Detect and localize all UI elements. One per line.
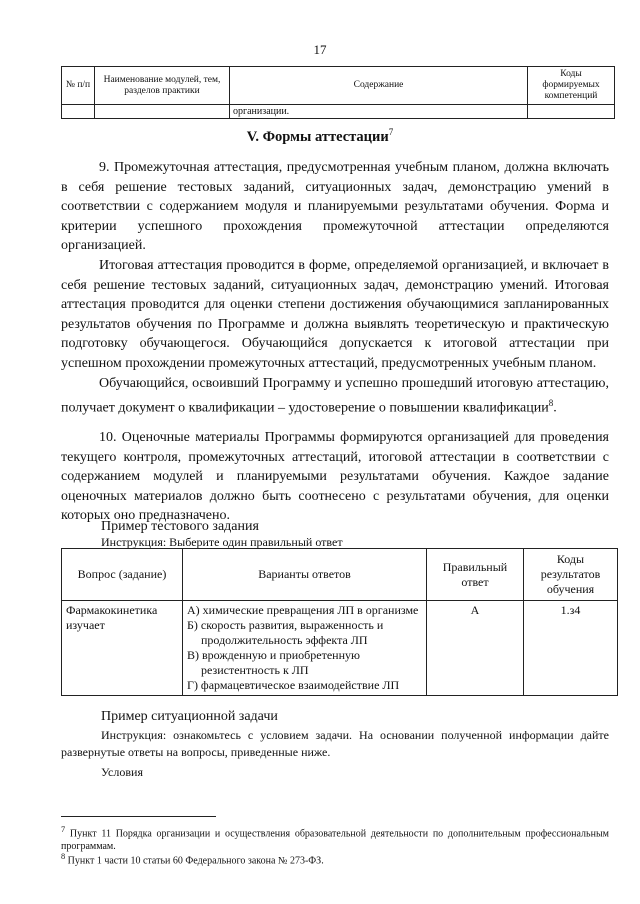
footnote-text: Пункт 11 Порядка организации и осуществления образовательной деятельности по дополнительным профессиональным программам. <box>61 828 609 853</box>
col-header-options: Варианты ответов <box>183 549 427 601</box>
paragraph-9: 9. Промежуточная аттестация, предусмотренная учебным планом, должна включать в себя решение тестовых заданий, ситуационных задач, демонстрацию умений в соответствии с содержанием модуля и планируемыми результатами обучения. Форма и критерии успешного прохождения промежуточной аттестации определяются организацией. <box>61 160 609 254</box>
col-header-content: Содержание <box>230 67 528 105</box>
test-task-table <box>61 548 618 696</box>
table-cell <box>528 105 615 119</box>
options-cell <box>183 601 427 696</box>
table-row <box>62 105 615 119</box>
situational-example-title: Пример ситуационной задачи <box>101 709 278 724</box>
answer-option: А) химические превращения ЛП в организме <box>187 603 419 617</box>
paragraph-graduation-text: Обучающийся, освоивший Программу и успешно прошедший итоговую аттестацию, получает документ о квалификации – удостоверение о повышении квалификации <box>61 376 609 416</box>
col-header-competencies: Коды формируемых компетенций <box>528 67 615 105</box>
modules-table-continuation <box>61 66 615 119</box>
test-example-title: Пример тестового задания <box>101 519 259 534</box>
col-header-number: № п/п <box>62 67 95 105</box>
footnote-7 <box>61 823 609 853</box>
paragraph-10: 10. Оценочные материалы Программы формируются организацией для проведения текущего контроля, промежуточных аттестаций, итоговой аттестации в соответствии с содержанием модулей и планируемыми результатами обучения. Каждое задание оценочных материалов должно быть соотнесено с результатами обучения, для оценки которых оно предназначено. <box>61 430 609 524</box>
answer-option: Б) скорость развития, выраженность и продолжительность эффекта ЛП <box>187 618 384 647</box>
footnote-text: Пункт 1 части 10 статьи 60 Федерального закона № 273-ФЗ. <box>65 855 324 867</box>
col-header-question: Вопрос (задание) <box>62 549 183 601</box>
question-cell: Фармакокинетика изучает <box>62 601 183 696</box>
footnote-ref-8: 8 <box>548 397 554 408</box>
table-cell <box>62 105 95 119</box>
paragraph-graduation-end: . <box>553 400 557 416</box>
footnote-8 <box>61 850 609 867</box>
footnote-mark: 8 <box>61 852 66 861</box>
answer-option: В) врожденную и приобретенную резистентность к ЛП <box>187 648 360 677</box>
situational-conditions-label: Условия <box>101 765 143 779</box>
footnote-ref-7: 7 <box>388 127 394 137</box>
test-example-instruction: Инструкция: Выберите один правильный ответ <box>101 535 343 549</box>
table-header-row <box>62 67 615 105</box>
result-code-cell: 1.з4 <box>524 601 618 696</box>
paragraph-graduation <box>61 374 609 418</box>
test-table-header-row <box>62 549 618 601</box>
footnote-separator <box>61 816 216 817</box>
table-cell: организации. <box>230 105 528 119</box>
correct-answer-cell: А <box>427 601 524 696</box>
table-cell <box>95 105 230 119</box>
paragraph-final-attestation: Итоговая аттестация проводится в форме, определяемой организацией, и включает в себя решение тестовых заданий, ситуационных задач, демонстрацию умений. Итоговая аттестация проводится для оценки степени достижения обучающимися запланированных результатов обучения по Программе и должна выявлять теоретическую и практическую подготовку обучающегося. Обучающийся допускается к итоговой аттестации при успешном прохождении промежуточных аттестаций, предусмотренных учебным планом. <box>61 258 609 371</box>
col-header-answer: Правильный ответ <box>427 549 524 601</box>
page-number: 17 <box>313 42 327 57</box>
col-header-modules: Наименование модулей, тем, разделов практики <box>95 67 230 105</box>
section-title-text: V. Формы аттестации <box>246 128 389 145</box>
table-row <box>62 601 618 696</box>
col-header-codes: Коды результатов обучения <box>524 549 618 601</box>
situational-example-instruction: Инструкция: ознакомьтесь с условием задачи. На основании полученной информации дайте развернутые ответы на вопросы, приведенные ниже. <box>61 728 609 759</box>
section-title <box>0 127 640 146</box>
answer-option: Г) фармацевтическое взаимодействие ЛП <box>187 678 400 692</box>
footnote-mark: 7 <box>61 825 66 834</box>
